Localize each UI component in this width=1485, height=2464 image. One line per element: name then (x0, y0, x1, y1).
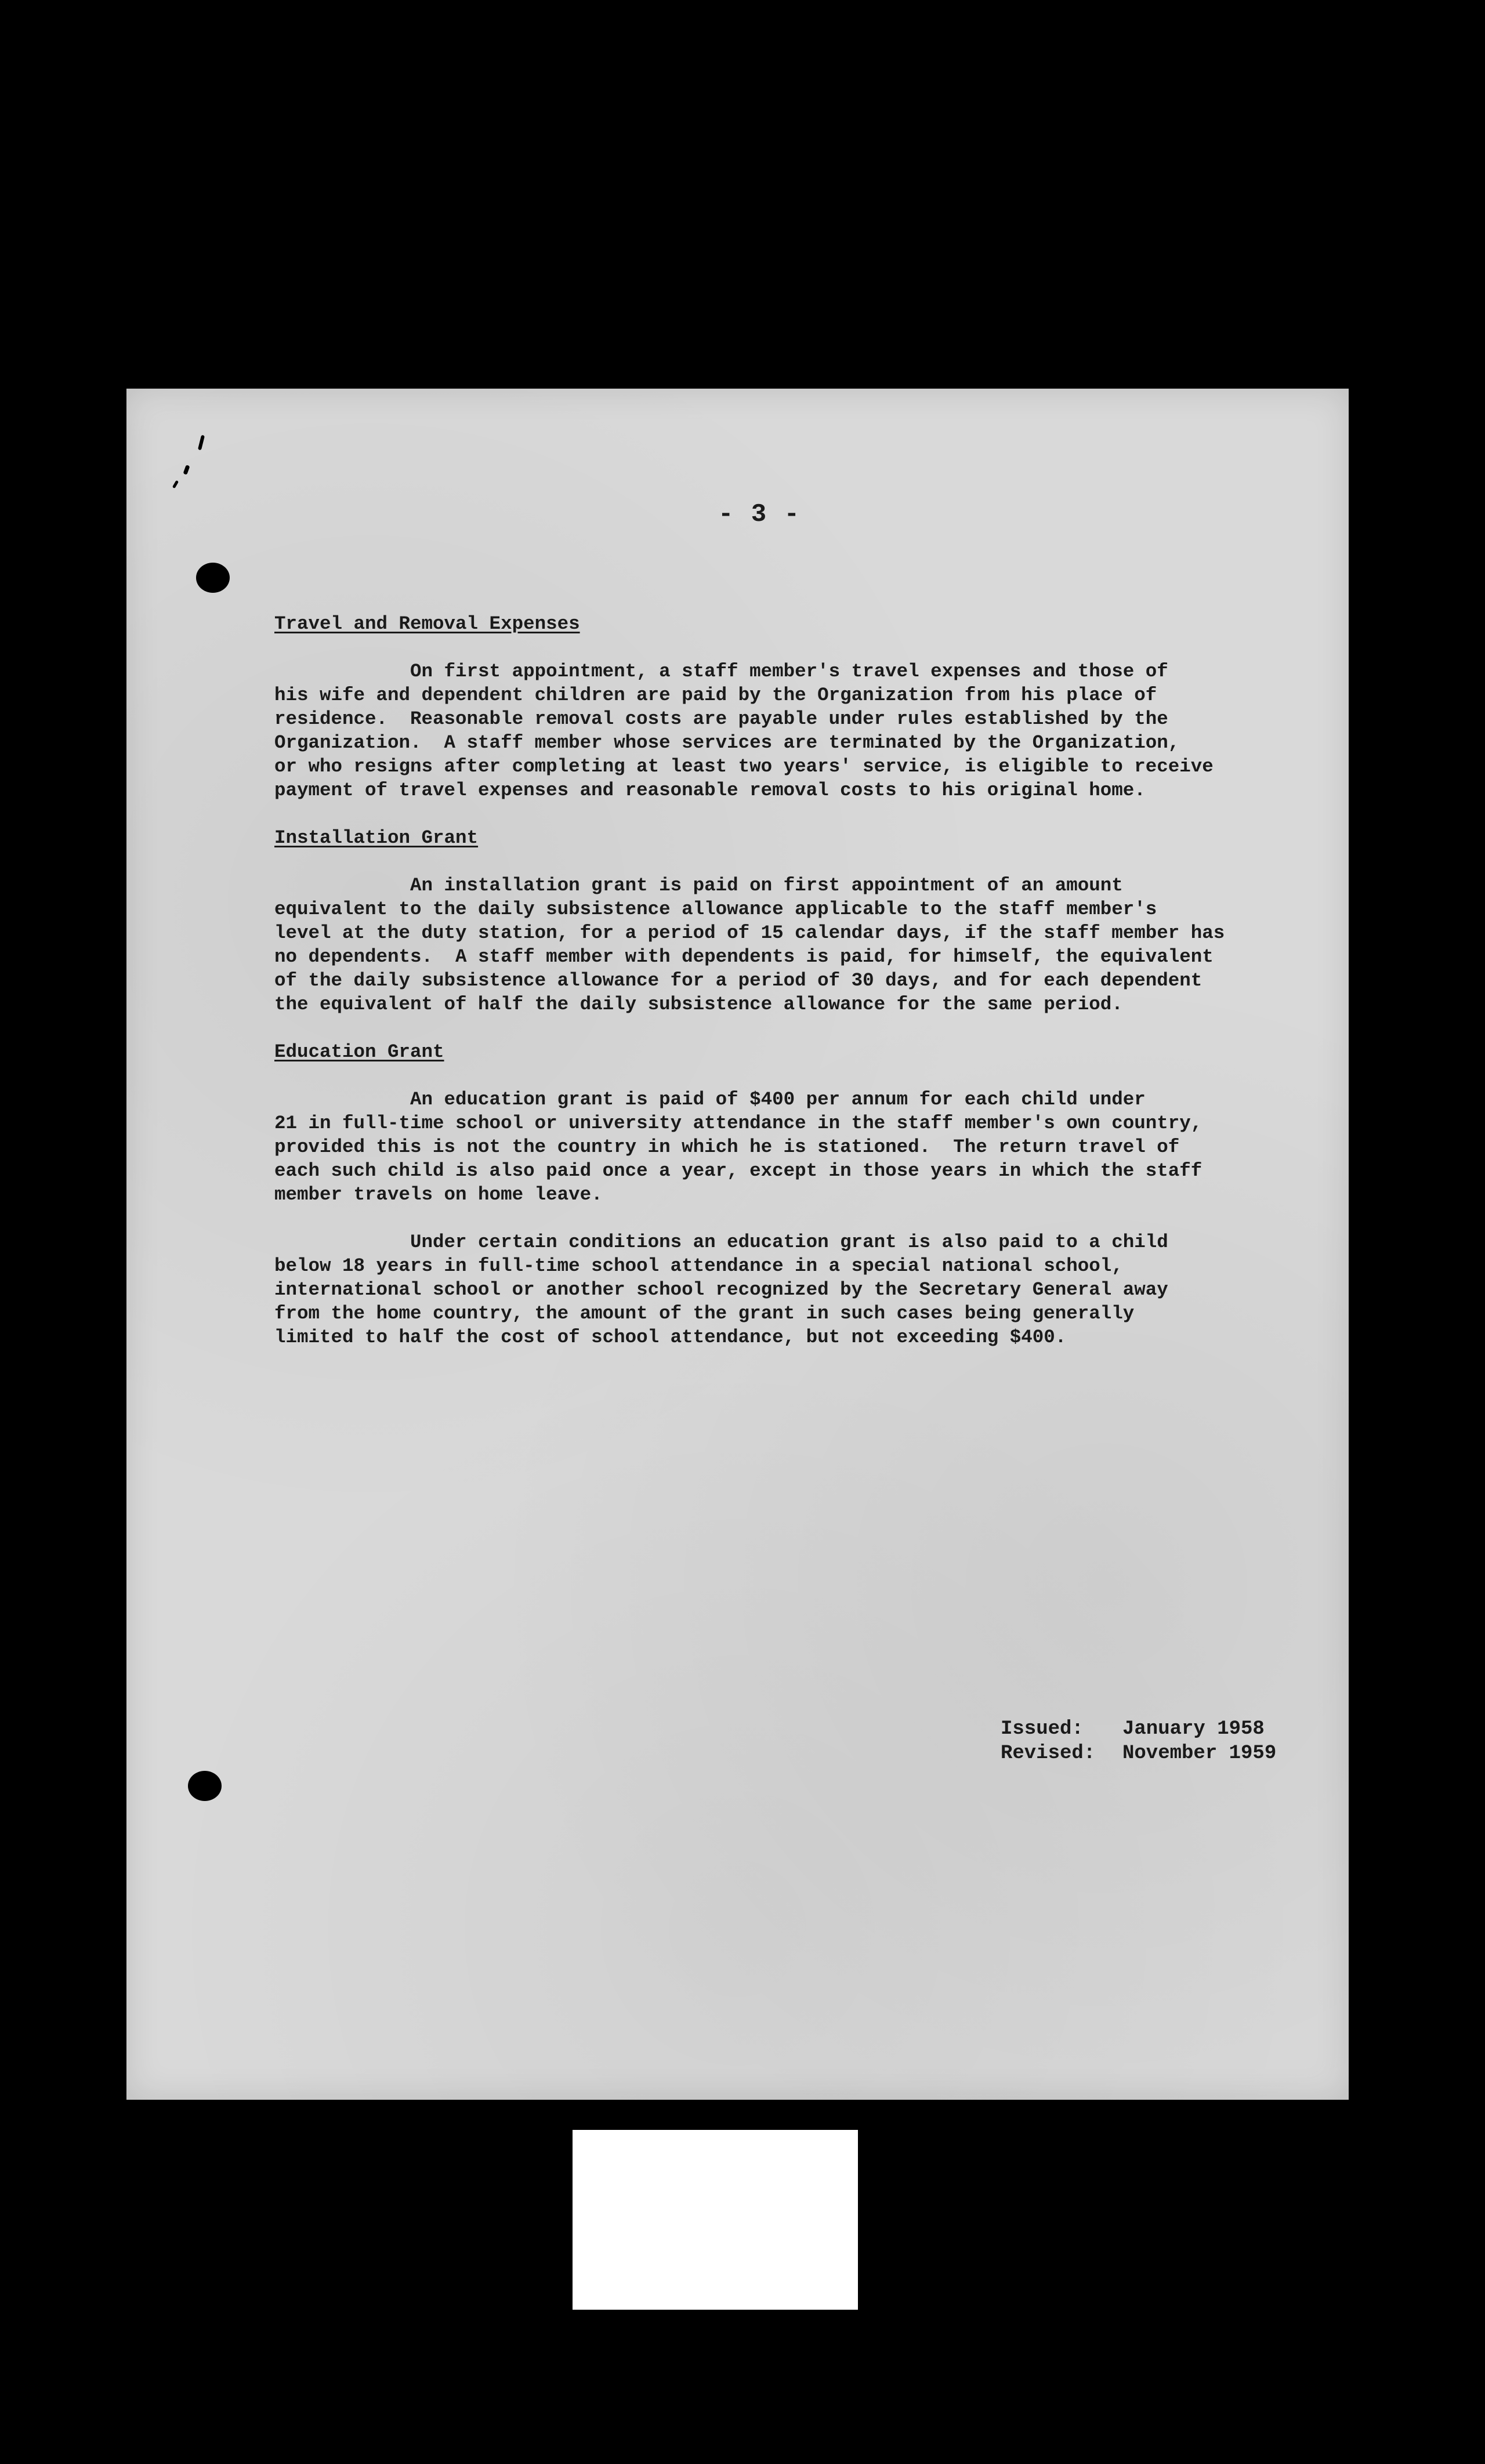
text-line: the equivalent of half the daily subsistence allowance for the same period. (274, 994, 1123, 1015)
section-heading-education: Education Grant (274, 1041, 444, 1063)
text-line: from the home country, the amount of the grant in such cases being generally (274, 1303, 1135, 1324)
paragraph-education-2 (274, 1230, 1319, 1349)
text-line: his wife and dependent children are paid by the Organization from his place of (274, 684, 1157, 706)
issued-revised-block (1001, 1717, 1276, 1766)
revised-label: Revised: (1001, 1742, 1096, 1764)
text-line: payment of travel expenses and reasonable removal costs to his original home. (274, 780, 1146, 801)
issued-label: Issued: (1001, 1718, 1084, 1740)
text-line: An installation grant is paid on first appointment of an amount (274, 875, 1123, 896)
revised-row (1001, 1741, 1276, 1766)
text-line: limited to half the cost of school attendance, but not exceeding $400. (274, 1327, 1067, 1348)
blank-card (573, 2130, 858, 2310)
text-line: each such child is also paid once a year, except in those years in which the staff (274, 1160, 1203, 1182)
text-line: An education grant is paid of $400 per annum for each child under (274, 1089, 1146, 1110)
text-line: no dependents. A staff member with dependents is paid, for himself, the equivalent (274, 946, 1214, 968)
issued-date: January 1958 (1122, 1718, 1265, 1740)
section-heading-travel: Travel and Removal Expenses (274, 613, 580, 635)
text-line: of the daily subsistence allowance for a period of 30 days, and for each dependent (274, 970, 1203, 991)
paragraph-travel (274, 660, 1319, 802)
text-line: Organization. A staff member whose services are terminated by the Organization, (274, 732, 1180, 753)
text-line: member travels on home leave. (274, 1184, 603, 1205)
page-number: - 3 - (718, 500, 801, 529)
text-line: provided this is not the country in which he is stationed. The return travel of (274, 1136, 1180, 1158)
paragraph-installation (274, 874, 1319, 1016)
section-heading-installation: Installation Grant (274, 827, 479, 849)
revised-date: November 1959 (1122, 1742, 1277, 1764)
document-page (126, 389, 1349, 2100)
text-line: residence. Reasonable removal costs are payable under rules established by the (274, 708, 1168, 730)
punch-hole-bottom (188, 1771, 222, 1801)
text-line: below 18 years in full-time school attendance in a special national school, (274, 1255, 1123, 1277)
text-line: equivalent to the daily subsistence allowance applicable to the staff member's (274, 898, 1157, 920)
text-line: or who resigns after completing at least two years' service, is eligible to receive (274, 756, 1214, 777)
punch-hole-top (196, 563, 230, 593)
text-line: Under certain conditions an education grant is also paid to a child (274, 1231, 1168, 1253)
text-line: international school or another school recognized by the Secretary General away (274, 1279, 1168, 1300)
paragraph-education-1 (274, 1088, 1319, 1206)
document-body (274, 612, 1319, 1349)
text-line: On first appointment, a staff member's travel expenses and those of (274, 661, 1168, 682)
ink-speck (183, 465, 190, 474)
ink-speck (172, 480, 179, 489)
ink-speck (198, 435, 205, 451)
issued-row (1001, 1717, 1276, 1741)
text-line: level at the duty station, for a period of 15 calendar days, if the staff member has (274, 922, 1225, 944)
text-line: 21 in full-time school or university attendance in the staff member's own country, (274, 1113, 1203, 1134)
